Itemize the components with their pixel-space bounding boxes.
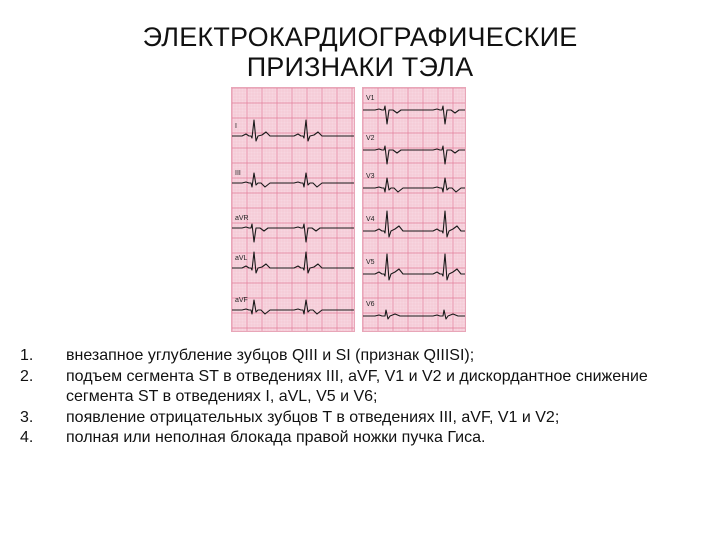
lead-label-v5: V5 <box>366 259 375 266</box>
title-line-1: ЭЛЕКТРОКАРДИОГРАФИЧЕСКИЕ <box>142 22 578 52</box>
title-line-2: ПРИЗНАКИ ТЭЛА <box>246 52 474 82</box>
ecg-limb-leads-panel <box>231 87 355 332</box>
ecg-chest-leads-panel <box>362 87 466 332</box>
finding-number: 2. <box>20 367 34 385</box>
finding-item <box>20 428 710 449</box>
findings-list <box>20 346 710 449</box>
lead-label-v3: V3 <box>366 173 375 180</box>
lead-label-i: I <box>235 123 237 130</box>
finding-item <box>20 408 710 429</box>
finding-number: 1. <box>20 347 34 364</box>
finding-text: полная или неполная блокада правой ножки пучка Гиса. <box>66 429 486 446</box>
finding-text: подъем сегмента ST в отведениях III, aVF, V1 и V2 и дискордантное снижение сегмента ST в отведениях I, aVL, V5 и V6; <box>66 367 648 405</box>
finding-text: внезапное углубление зубцов QIII и SI (признак QIIISI); <box>66 347 475 364</box>
finding-text: появление отрицательных зубцов T в отведениях III, aVF, V1 и V2; <box>66 408 560 426</box>
lead-label-v2: V2 <box>366 135 375 142</box>
finding-item <box>20 346 710 367</box>
lead-label-iii: III <box>235 170 241 177</box>
lead-label-v6: V6 <box>366 301 375 308</box>
ecg-limb-leads-strip <box>232 88 354 331</box>
lead-label-v4: V4 <box>366 216 375 223</box>
lead-label-v1: V1 <box>366 95 375 102</box>
finding-number: 4. <box>20 429 34 446</box>
slide-title <box>0 22 720 82</box>
finding-number: 3. <box>20 408 34 426</box>
lead-label-avf: aVF <box>235 297 248 304</box>
lead-label-avr: aVR <box>235 215 249 222</box>
lead-label-avl: aVL <box>235 255 248 262</box>
ecg-chest-leads-strip <box>363 88 465 331</box>
finding-item <box>20 367 710 408</box>
